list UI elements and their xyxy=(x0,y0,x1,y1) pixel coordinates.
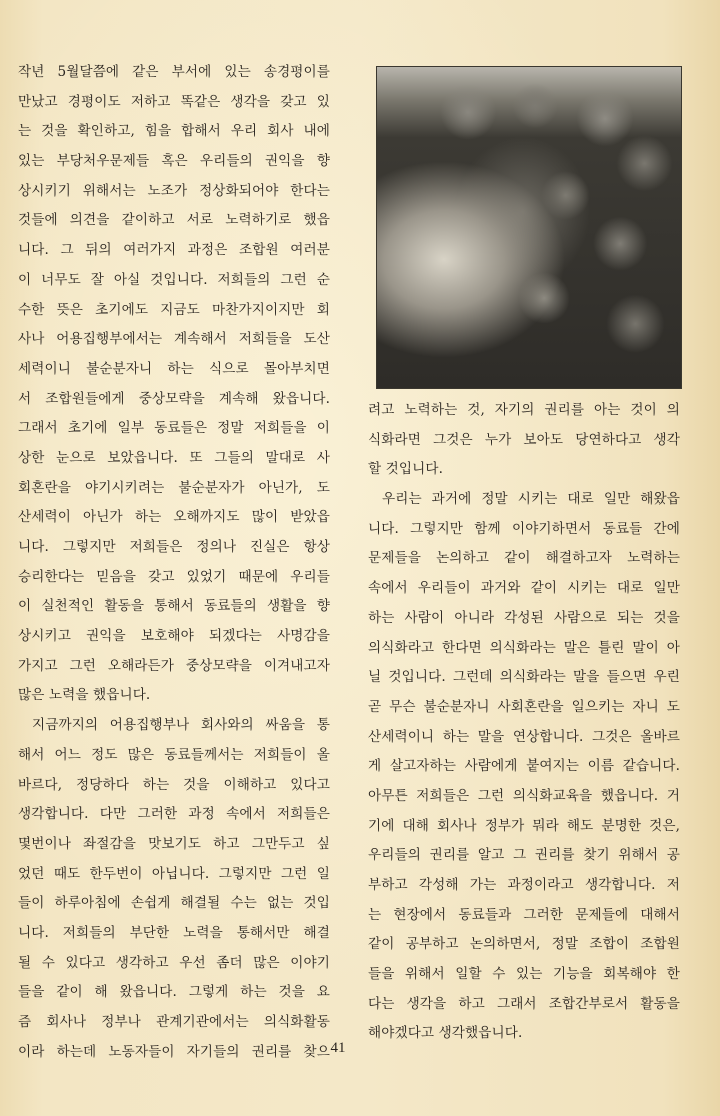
text-line: 이 실천적인 활동을 통해서 동료들의 생활을 향 xyxy=(18,598,330,615)
text-line: 닐 것입니다. 그런데 의식화라는 말을 들으면 우린 xyxy=(368,669,680,686)
text-line: 해야겠다고 생각했읍니다. xyxy=(368,1025,523,1042)
text-line: 승리한다는 믿음을 갖고 있었기 때문에 우리들 xyxy=(18,568,330,585)
text-line: 될 수 있다고 생각하고 우선 좀더 많은 이야기 xyxy=(18,954,330,971)
text-line: 그래서 초기에 일부 동료들은 정말 저희들을 이 xyxy=(18,420,330,437)
text-line: 가지고 그런 오해라든가 중상모략을 이겨내고자 xyxy=(18,657,330,674)
text-line: 들을 같이 해 왔읍니다. 그렇게 하는 것을 요 xyxy=(18,984,330,1001)
text-line: 이 너무도 잘 아실 것입니다. 저희들의 그런 순 xyxy=(18,271,330,288)
text-line: 산세력이 아닌가 하는 오해까지도 많이 받았읍 xyxy=(18,509,330,526)
page-number: 41 xyxy=(330,1040,346,1056)
text-line: 지금까지의 어용집행부나 회사와의 싸움을 통 xyxy=(32,717,330,734)
text-line: 곧 무슨 불순분자니 사회혼란을 일으키는 자니 도 xyxy=(368,698,680,715)
text-line: 작년 5월달쯤에 같은 부서에 있는 송경평이를 xyxy=(18,64,330,80)
text-line: 것들에 의견을 같이하고 서로 노력하기로 했읍 xyxy=(18,212,330,229)
text-line: 회혼란을 야기시키려는 불순분자가 아닌가, 도 xyxy=(18,479,330,496)
text-line: 니다. 그 뒤의 여러가지 과정은 조합원 여러분 xyxy=(18,242,330,259)
text-line: 었던 때도 한두번이 아닙니다. 그렇지만 그런 일 xyxy=(18,865,330,882)
text-line: 니다. 저희들의 부단한 노력을 통해서만 해결 xyxy=(18,924,330,941)
text-line: 즘 회사나 정부나 관계기관에서는 의식화활동 xyxy=(18,1014,330,1030)
text-line: 상한 눈으로 보았읍니다. 또 그들의 말대로 사 xyxy=(18,449,330,466)
text-line: 바르다, 정당하다 하는 것을 이해하고 있다고 xyxy=(18,776,330,793)
text-line: 들을 위해서 일할 수 있는 기능을 회복해야 한 xyxy=(368,966,680,983)
text-line: 있는 부당처우문제들 혹은 우리들의 권익을 향 xyxy=(18,153,330,170)
text-line: 식화라면 그것은 누가 보아도 당연하다고 생각 xyxy=(368,431,680,448)
text-line: 사나 어용집행부에서는 계속해서 저희들을 도산 xyxy=(18,331,330,348)
text-line: 하는 사람이 아니라 각성된 사람으로 되는 것을 xyxy=(368,609,680,626)
text-line: 수한 뜻은 초기에도 지금도 마찬가지이지만 회 xyxy=(18,301,330,318)
text-line: 기에 대해 회사나 정부가 뭐라 해도 분명한 것은, xyxy=(368,817,680,834)
text-line: 아무튼 저희들은 그런 의식화교육을 했읍니다. 거 xyxy=(368,787,680,804)
right-text-column xyxy=(368,396,680,1049)
text-line: 할 것입니다. xyxy=(368,461,443,478)
text-line: 세력이니 불순분자니 하는 식으로 몰아부치면 xyxy=(18,360,330,377)
text-line: 는 현장에서 동료들과 그러한 문제들에 대해서 xyxy=(368,906,680,923)
text-line: 산세력이니 하는 말을 연상합니다. 그것은 올바르 xyxy=(368,728,680,745)
text-line: 니다. 그렇지만 함께 이야기하면서 동료들 간에 xyxy=(368,520,680,537)
text-line: 부하고 각성해 가는 과정이라고 생각합니다. 저 xyxy=(368,877,680,893)
text-line: 해서 어느 정도 많은 동료들께서는 저희들이 올 xyxy=(18,746,330,763)
text-line: 다는 생각을 하고 그래서 조합간부로서 활동을 xyxy=(368,995,680,1012)
left-text-column xyxy=(18,58,330,1067)
text-line: 많은 노력을 했읍니다. xyxy=(18,687,151,704)
text-line: 이라 하는데 노동자들이 자기들의 권리를 찾으 xyxy=(18,1043,330,1060)
text-line: 만났고 경평이도 저하고 똑같은 생각을 갖고 있 xyxy=(18,93,330,110)
text-line: 우리는 과거에 정말 시키는 대로 일만 해왔읍 xyxy=(382,491,680,508)
text-line: 속에서 우리들이 과거와 같이 시키는 대로 일만 xyxy=(368,580,680,597)
text-line: 니다. 그렇지만 저희들은 정의나 진실은 항상 xyxy=(18,539,330,555)
crowd-photo xyxy=(376,66,682,389)
text-line: 문제들을 논의하고 같이 해결하고자 노력하는 xyxy=(368,550,680,567)
text-line: 려고 노력하는 것, 자기의 권리를 아는 것이 의 xyxy=(368,402,680,418)
text-line: 서 조합원들에게 중상모략을 계속해 왔읍니다. xyxy=(18,390,330,407)
text-line: 몇번이나 좌절감을 맛보기도 하고 그만두고 싶 xyxy=(18,835,330,852)
text-line: 상시키고 권익을 보호해야 되겠다는 사명감을 xyxy=(18,628,330,645)
text-line: 같이 공부하고 논의하면서, 정말 조합이 조합원 xyxy=(368,936,680,953)
text-line: 게 살고자하는 사람에게 붙여지는 이름 같습니다. xyxy=(368,758,680,775)
text-line: 상시키기 위해서는 노조가 정상화되어야 한다는 xyxy=(18,182,330,199)
text-line: 는 것을 확인하고, 힘을 합해서 우리 회사 내에 xyxy=(18,123,330,140)
text-line: 생각합니다. 다만 그러한 과정 속에서 저희들은 xyxy=(18,806,330,823)
text-line: 들이 하루아침에 손쉽게 해결될 수는 없는 것입 xyxy=(18,895,330,912)
text-line: 우리들의 권리를 알고 그 권리를 찾기 위해서 공 xyxy=(368,847,680,864)
text-line: 의식화라고 한다면 의식화라는 말은 틀린 말이 아 xyxy=(368,639,680,656)
